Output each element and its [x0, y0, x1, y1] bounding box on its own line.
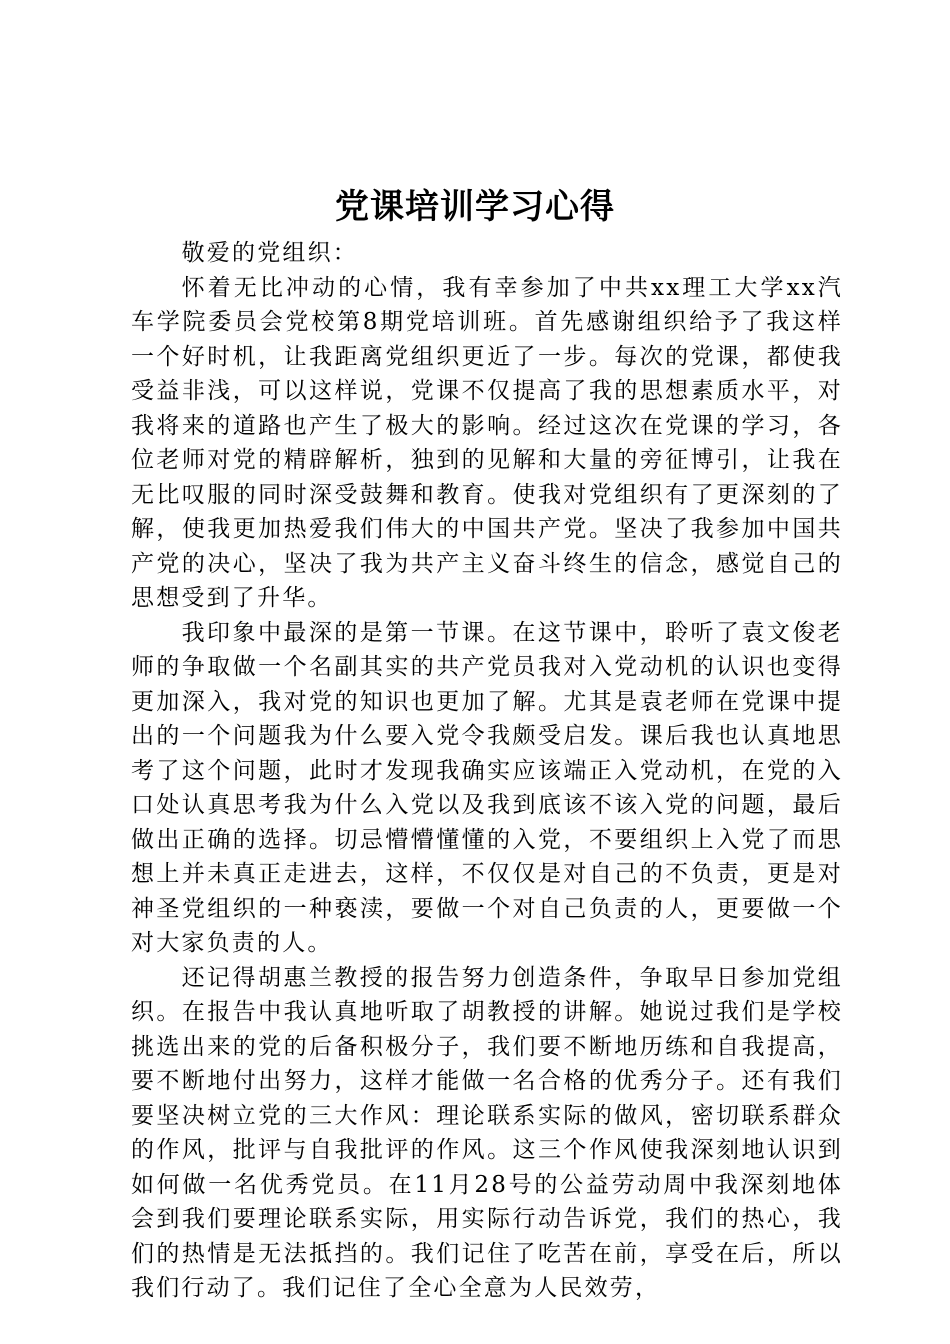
salutation: 敬爱的党组织： [181, 240, 358, 266]
paragraph-3: 还记得胡惠兰教授的报告努力创造条件，争取早日参加党组织。在报告中我认真地听取了胡教授的讲解。她说过我们是学校挑选出来的党的后备积极分子，我们要不断地历练和自我提高，要不断地付出努力，这样才能做一名合格的优秀分子。还有我们要坚决树立党的三大作风：理论联系实际的做风，密切联系群众的作风，批评与自我批评的作风。这三个作风使我深刻地认识到如何做一名优秀党员。在11月28号的公益劳动周中我深刻地体会到我们要理论联系实际，用实际行动告诉党，我们的热心，我们的热情是无法抵挡的。我们记住了吃苦在前，享受在后，所以我们行动了。我们记住了全心全意为人民效劳， [131, 964, 843, 1301]
document-body [131, 236, 843, 1306]
paragraph-2: 我印象中最深的是第一节课。在这节课中，聆听了袁文俊老师的争取做一个名副其实的共产党员我对入党动机的认识也变得更加深入，我对党的知识也更加了解。尤其是袁老师在党课中提出的一个问题我为什么要入党令我颇受启发。课后我也认真地思考了这个问题，此时才发现我确实应该端正入党动机，在党的入口处认真思考我为什么入党以及我到底该不该入党的问题，最后做出正确的选择。切忌懵懵懂懂的入党，不要组织上入党了而思想上并未真正走进去，这样，不仅仅是对自己的不负责，更是对神圣党组织的一种亵渎，要做一个对自己负责的人，更要做一个对大家负责的人。 [131, 619, 843, 956]
paragraph-1: 怀着无比冲动的心情，我有幸参加了中共xx理工大学xx汽车学院委员会党校第8期党培训班。首先感谢组织给予了我这样一个好时机，让我距离党组织更近了一步。每次的党课，都使我受益非浅，可以这样说，党课不仅提高了我的思想素质水平，对我将来的道路也产生了极大的影响。经过这次在党课的学习，各位老师对党的精辟解析，独到的见解和大量的旁征博引，让我在无比叹服的同时深受鼓舞和教育。使我对党组织有了更深刻的了解，使我更加热爱我们伟大的中国共产党。坚决了我参加中国共产党的决心，坚决了我为共产主义奋斗终生的信念，感觉自己的思想受到了升华。 [131, 274, 843, 611]
document-title: 党课培训学习心得 [335, 187, 615, 227]
